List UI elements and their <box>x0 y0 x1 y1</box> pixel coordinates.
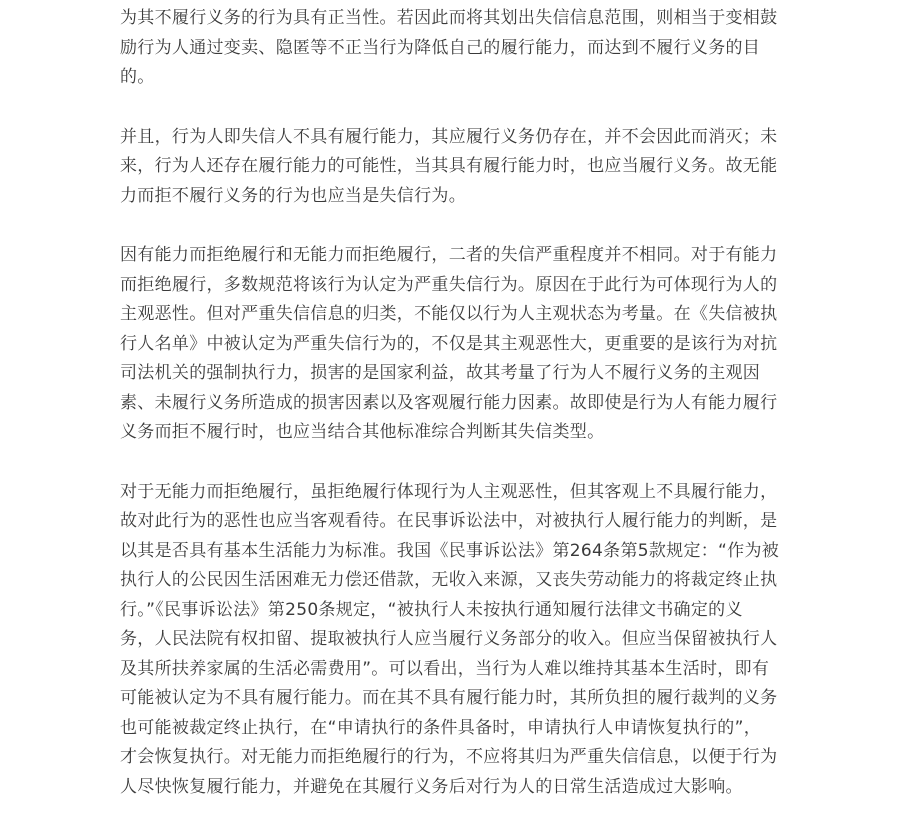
text-line: 并且，行为人即失信人不具有履行能力，其应履行义务仍存在，并不会因此而消灭；未 <box>120 126 778 147</box>
text-line: 为其不履行义务的行为具有正当性。若因此而将其划出失信信息范围，则相当于变相鼓 <box>120 8 778 28</box>
paragraph-3 <box>120 241 810 448</box>
paragraph-1 <box>120 4 810 93</box>
text-line: 素、未履行义务所造成的损害因素以及客观履行能力因素。故即使是行为人有能力履行 <box>120 392 778 413</box>
text-line: 的。 <box>120 67 155 87</box>
text-line: 以其是否具有基本生活能力为标准。我国《民事诉讼法》第264条第5款规定：“作为被 <box>120 540 780 561</box>
text-line: 因有能力而拒绝履行和无能力而拒绝履行，二者的失信严重程度并不相同。对于有能力 <box>120 245 778 265</box>
text-line: 故对此行为的恶性也应当客观看待。在民事诉讼法中，对被执行人履行能力的判断，是 <box>120 511 778 531</box>
text-line: 务，人民法院有权扣留、提取被执行人应当履行义务部分的收入。但应当保留被执行人 <box>120 629 778 649</box>
text-line: 执行人的公民因生活困难无力偿还借款，无收入来源，又丧失劳动能力的将裁定终止执 <box>120 570 778 590</box>
article-body <box>120 4 810 832</box>
text-line: 力而拒不履行义务的行为也应当是失信行为。 <box>120 185 466 206</box>
text-line: 对于无能力而拒绝履行，虽拒绝履行体现行为人主观恶性，但其客观上不具履行能力， <box>120 481 778 502</box>
text-line: 才会恢复执行。对无能力而拒绝履行的行为，不应将其归为严重失信信息，以便于行为 <box>120 747 778 767</box>
text-line: 可能被认定为不具有履行能力。而在其不具有履行能力时，其所负担的履行裁判的义务 <box>120 688 778 708</box>
text-line: 而拒绝履行，多数规范将该行为认定为严重失信行为。原因在于此行为可体现行为人的 <box>120 274 778 295</box>
paragraph-2 <box>120 123 810 212</box>
paragraph-4 <box>120 478 810 803</box>
text-line: 及其所扶养家属的生活必需费用”。可以看出，当行为人难以维持其基本生活时，即有 <box>120 658 770 679</box>
text-line: 行人名单》中被认定为严重失信行为的，不仅是其主观恶性大，更重要的是该行为对抗 <box>120 333 778 354</box>
text-line: 主观恶性。但对严重失信信息的归类，不能仅以行为人主观状态为考量。在《失信被执 <box>120 304 778 324</box>
text-line: 司法机关的强制执行力，损害的是国家利益，故其考量了行为人不履行义务的主观因 <box>120 363 761 383</box>
text-line: 人尽快恢复履行能力，并避免在其履行义务后对行为人的日常生活造成过大影响。 <box>120 776 743 797</box>
text-line: 励行为人通过变卖、隐匿等不正当行为降低自己的履行能力，而达到不履行义务的目 <box>120 37 761 58</box>
text-line: 义务而拒不履行时，也应当结合其他标准综合判断其失信类型。 <box>120 422 605 442</box>
text-line: 行。”《民事诉讼法》第250条规定，“被执行人未按执行通知履行法律文书确定的义 <box>120 599 743 620</box>
text-line: 也可能被裁定终止执行，在“申请执行的条件具备时，申请执行人申请恢复执行的”， <box>120 717 762 738</box>
text-line: 来，行为人还存在履行能力的可能性，当其具有履行能力时，也应当履行义务。故无能 <box>120 156 778 176</box>
